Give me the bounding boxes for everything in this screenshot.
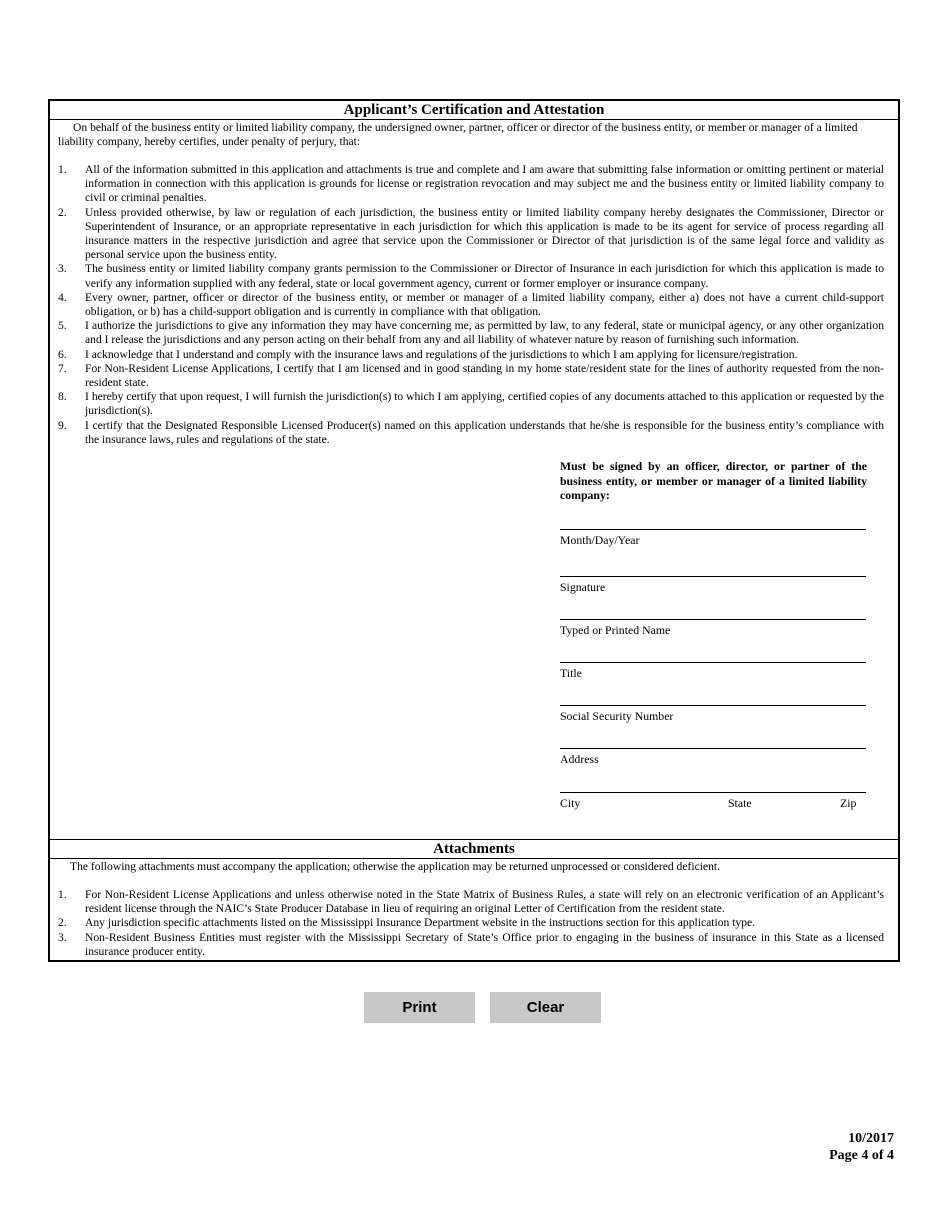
item-text: Unless provided otherwise, by law or regulation of each jurisdiction, the business entity or limited liability company hereby designates the Commissioner, Director or Superintendent of Insurance, or an appropriate representative in each jurisdiction for which this application is made to be its agent for service of process regarding all insurance matters in the respective jurisdiction and agree that service upon the Commissioner or Director of that jurisdiction is of the same legal force and validity as personal service upon the business entity. <box>85 205 884 262</box>
list-item <box>50 319 898 347</box>
clear-button[interactable]: Clear <box>490 992 601 1023</box>
item-text: I hereby certify that upon request, I will furnish the jurisdiction(s) to which I am applying, certified copies of any documents attached to this application or requested by the jurisdiction(s). <box>85 390 884 418</box>
address-label: Address <box>560 752 599 767</box>
signature-field[interactable] <box>560 576 866 577</box>
form-frame <box>48 99 900 962</box>
page-footer <box>829 1130 894 1164</box>
item-text: Every owner, partner, officer or director of the business entity, or member or manager of a limited liability company, either a) does not have a current child-support obligation, or b) has a child-support obligation and is currently in compliance with that obligation. <box>85 290 884 319</box>
address-field[interactable] <box>560 748 866 749</box>
item-text: Non-Resident Business Entities must register with the Mississippi Secretary of State’s Office prior to engaging in the business of insurance in this State as a licensed insurance producer entity. <box>85 930 884 958</box>
city-label: City <box>560 796 581 811</box>
list-item <box>50 419 898 447</box>
item-number: 2. <box>58 205 67 219</box>
certification-list <box>50 163 898 447</box>
city-state-zip-field[interactable] <box>560 792 866 793</box>
list-item <box>50 262 898 290</box>
item-text: I authorize the jurisdictions to give any information they may have concerning me, as permitted by law, to any federal, state or municipal agency, or any other organization and I release the jurisdictions and any person acting on their behalf from any and all liability of whatever nature by reason of furnishing such information. <box>85 319 884 347</box>
list-item <box>50 916 898 930</box>
item-number: 4. <box>58 290 67 304</box>
item-number: 5. <box>58 319 67 333</box>
state-label: State <box>728 796 752 811</box>
certification-title: Applicant’s Certification and Attestation <box>50 101 898 120</box>
item-number: 6. <box>58 347 67 361</box>
print-button[interactable]: Print <box>364 992 475 1023</box>
signature-label: Signature <box>560 580 606 595</box>
zip-label: Zip <box>840 796 857 811</box>
item-text: Any jurisdiction specific attachments listed on the Mississippi Insurance Department website in the instructions section for this application type. <box>85 916 756 930</box>
item-number: 1. <box>58 888 67 902</box>
ssn-label: Social Security Number <box>560 709 674 724</box>
item-number: 3. <box>58 930 67 944</box>
item-number: 3. <box>58 262 67 276</box>
list-item <box>50 888 898 916</box>
item-number: 8. <box>58 390 67 404</box>
signature-instructions: Must be signed by an officer, director, or partner of the business entity, or member or manager of a limited liability company: <box>560 459 867 503</box>
attachments-title: Attachments <box>50 839 898 859</box>
item-number: 7. <box>58 361 67 375</box>
list-item <box>50 291 898 319</box>
list-item <box>50 163 898 206</box>
ssn-field[interactable] <box>560 705 866 706</box>
date-field[interactable] <box>560 529 866 530</box>
list-item <box>50 390 898 418</box>
printed-name-field[interactable] <box>560 619 866 620</box>
revision-date: 10/2017 <box>848 1131 894 1146</box>
list-item <box>50 931 898 959</box>
page-number: Page 4 of 4 <box>829 1148 894 1163</box>
item-text: For Non-Resident License Applications and unless otherwise noted in the State Matrix of Business Rules, a state will rely on an electronic verification of an Applicant’s resident license through the NAIC’s State Producer Database in lieu of requiring an original Letter of Certification from the resident state. <box>85 888 884 916</box>
item-number: 1. <box>58 163 67 176</box>
item-text: The business entity or limited liability company grants permission to the Commissioner or Director of Insurance in each jurisdiction for which this application is made to verify any information supplied with any federal, state or local government agency, current or former employer or insurance company. <box>85 262 884 290</box>
title-label: Title <box>560 666 582 681</box>
item-text: I certify that the Designated Responsible Licensed Producer(s) named on this application understands that he/she is responsible for the business entity’s compliance with the insurance laws, rules and regulations of the state. <box>85 418 884 446</box>
item-text: For Non-Resident License Applications, I certify that I am licensed and in good standing in my home state/resident state for the lines of authority requested from the non-resident state. <box>85 361 884 390</box>
list-item <box>50 206 898 263</box>
item-text: I acknowledge that I understand and comply with the insurance laws and regulations of the jurisdictions to which I am applying for licensure/registration. <box>85 347 798 361</box>
signature-block <box>50 447 898 839</box>
attachments-intro: The following attachments must accompany the application; otherwise the application may be returned unprocessed or considered deficient. <box>70 860 720 874</box>
title-field[interactable] <box>560 662 866 663</box>
printed-name-label: Typed or Printed Name <box>560 623 671 638</box>
date-label: Month/Day/Year <box>560 533 640 548</box>
list-item <box>50 348 898 362</box>
item-number: 9. <box>58 418 67 432</box>
item-text: All of the information submitted in this application and attachments is true and complete and I am aware that submitting false information or omitting pertinent or material information in connection with this application is grounds for license or registration revocation and may subject me and the business entity or limited liability company to civil or criminal penalties. <box>85 163 884 205</box>
certification-intro: On behalf of the business entity or limited liability company, the undersigned owner, partner, officer or director of the business entity, or member or manager of a limited liability company, hereby certifies, under penalty of perjury, that: <box>58 121 858 148</box>
list-item <box>50 362 898 390</box>
item-number: 2. <box>58 916 67 930</box>
attachments-list <box>50 888 898 959</box>
